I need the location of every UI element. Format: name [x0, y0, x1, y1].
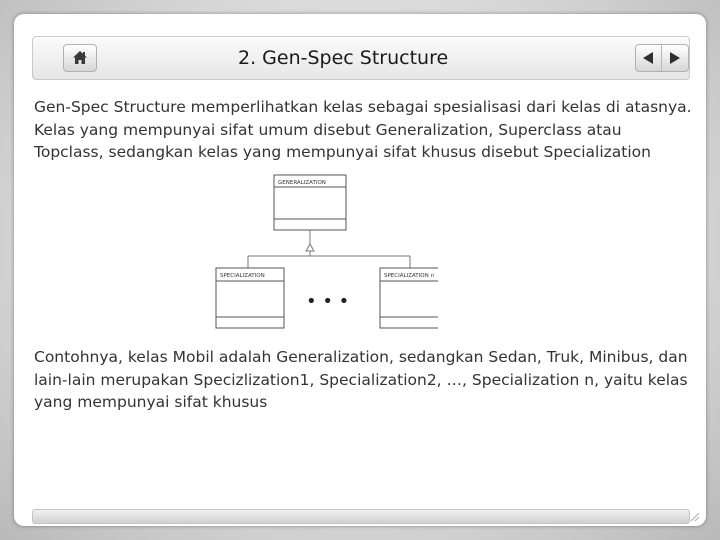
slide-footer-bar: [32, 509, 690, 524]
specialization-class-box: [216, 268, 284, 328]
home-icon: [72, 50, 88, 65]
slide-header: [32, 36, 690, 80]
generalization-class-box: [274, 175, 346, 230]
arrow-right-icon: [669, 52, 680, 64]
slide-title: 2. Gen-Spec Structure: [238, 47, 449, 69]
diagram-ellipsis: • • •: [306, 291, 350, 312]
specialization-label: SPECIALIZATION: [220, 273, 265, 279]
next-slide-button[interactable]: [662, 45, 687, 71]
specialization-n-class-box: [380, 268, 438, 328]
specialization-n-label: SPECIALIZATION n: [384, 273, 434, 279]
slide-navigation: [635, 44, 689, 72]
gen-spec-diagram: [198, 172, 438, 332]
inheritance-connector: [248, 230, 410, 268]
resize-grip-icon: [688, 510, 700, 522]
generalization-label: GENERALIZATION: [278, 180, 326, 186]
example-paragraph: Contohnya, kelas Mobil adalah Generalization, sedangkan Sedan, Truk, Minibus, dan lain-lain merupakan Specizlization1, Specialization2, …, Specialization n, yaitu kelas yang mempunyai sifat khusus: [34, 348, 688, 411]
previous-slide-button[interactable]: [636, 45, 662, 71]
slide: [14, 14, 706, 526]
home-button[interactable]: [63, 44, 97, 72]
intro-paragraph: Gen-Spec Structure memperlihatkan kelas sebagai spesialisasi dari kelas di atasnya. Kelas yang mempunyai sifat umum disebut Generalization, Superclass atau Topclass, sedangkan kelas yang mempunyai sifat khusus disebut Specialization: [34, 98, 692, 161]
arrow-left-icon: [643, 52, 654, 64]
